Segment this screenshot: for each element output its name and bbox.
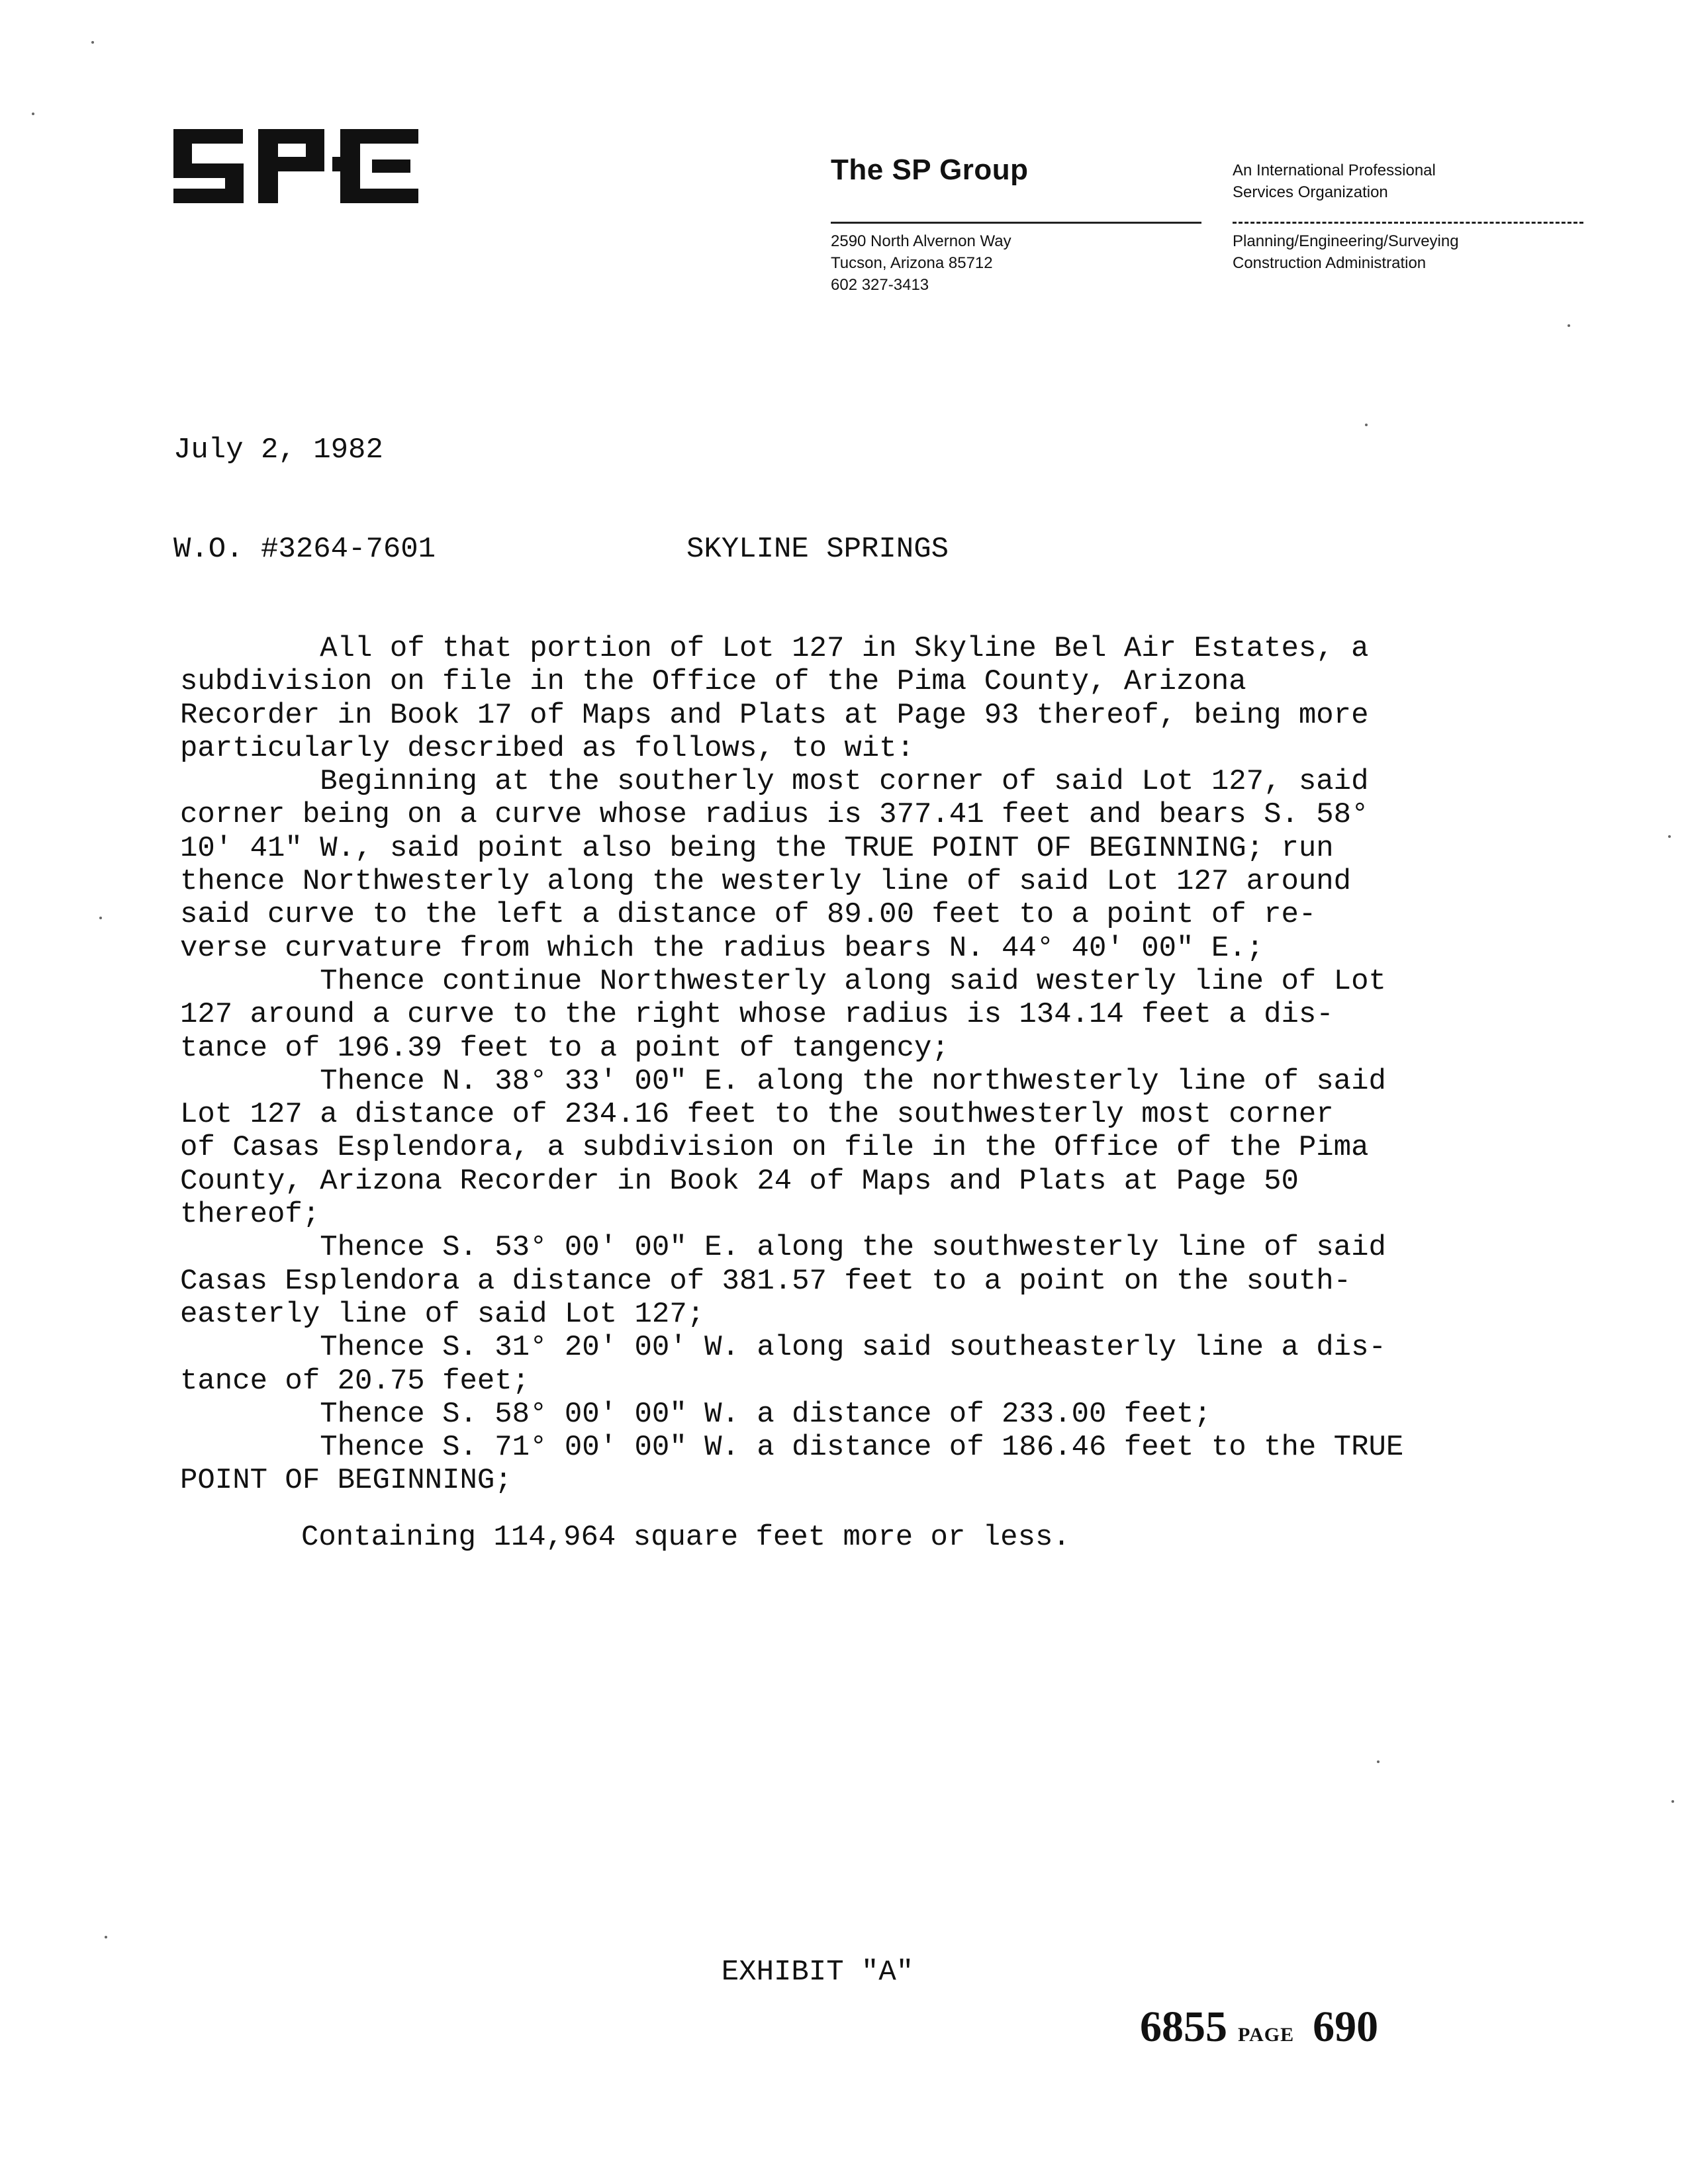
- recording-stamp: [1140, 2002, 1378, 2052]
- letterhead-rule-right: [1233, 222, 1583, 224]
- area-statement: Containing 114,964 square feet more or less.: [301, 1521, 1070, 1554]
- scan-speck: [1671, 1800, 1674, 1803]
- service-line: Construction Administration: [1233, 254, 1427, 272]
- body-line: County, Arizona Recorder in Book 24 of Maps and Plats at Page 50: [180, 1164, 1299, 1198]
- page-label: PAGE: [1238, 2024, 1295, 2046]
- body-line: tance of 196.39 feet to a point of tangency;: [180, 1031, 949, 1065]
- letter-date: July 2, 1982: [173, 433, 383, 467]
- address-phone: 602 327-3413: [831, 276, 929, 294]
- body-line: Lot 127 a distance of 234.16 feet to the southwesterly most corner: [180, 1098, 1334, 1132]
- scan-speck: [105, 1936, 107, 1938]
- company-name: The SP Group: [831, 154, 1029, 186]
- body-line: subdivision on file in the Office of the Pima County, Arizona: [180, 665, 1246, 699]
- body-line: 10' 41" W., said point also being the TRUE POINT OF BEGINNING; run: [180, 831, 1334, 865]
- document-title: SKYLINE SPRINGS: [686, 533, 949, 566]
- body-line: Beginning at the southerly most corner of said Lot 127, said: [180, 765, 1369, 799]
- body-line: said curve to the left a distance of 89.00 feet to a point of re-: [180, 898, 1317, 932]
- scan-speck: [32, 113, 34, 115]
- page-number: 690: [1313, 2003, 1379, 2051]
- body-line: tance of 20.75 feet;: [180, 1364, 530, 1398]
- body-line: Thence S. 58° 00' 00" W. a distance of 233.00 feet;: [180, 1397, 1211, 1431]
- body-line: Casas Esplendora a distance of 381.57 feet to a point on the south-: [180, 1264, 1352, 1298]
- body-line: thence Northwesterly along the westerly line of said Lot 127 around: [180, 865, 1352, 899]
- company-address: [831, 230, 1011, 296]
- body-line: Thence S. 31° 20' 00' W. along said southeasterly line a dis-: [180, 1331, 1386, 1365]
- spg-logo: [173, 122, 425, 215]
- body-line: Thence N. 38° 33' 00" E. along the northwesterly line of said: [180, 1064, 1386, 1098]
- body-line: 127 around a curve to the right whose radius is 134.14 feet a dis-: [180, 998, 1334, 1032]
- legal-description: [180, 632, 1403, 1498]
- body-line: Thence continue Northwesterly along said westerly line of Lot: [180, 964, 1386, 998]
- body-line: Thence S. 53° 00' 00" E. along the southwesterly line of said: [180, 1231, 1386, 1265]
- scan-speck: [99, 917, 102, 919]
- body-line: Thence S. 71° 00' 00" W. a distance of 186.46 feet to the TRUE: [180, 1431, 1404, 1465]
- service-line: Planning/Engineering/Surveying: [1233, 232, 1459, 250]
- body-line: easterly line of said Lot 127;: [180, 1297, 705, 1331]
- organization-description: [1233, 159, 1436, 203]
- body-line: Recorder in Book 17 of Maps and Plats at Page 93 thereof, being more: [180, 698, 1369, 732]
- scan-speck: [1365, 424, 1368, 426]
- body-line: corner being on a curve whose radius is 377.41 feet and bears S. 58°: [180, 798, 1369, 832]
- address-city: Tucson, Arizona 85712: [831, 254, 993, 272]
- body-line: POINT OF BEGINNING;: [180, 1464, 512, 1498]
- body-line: thereof;: [180, 1198, 320, 1232]
- exhibit-label: EXHIBIT "A": [721, 1956, 914, 1989]
- services-list: [1233, 230, 1459, 274]
- org-line: An International Professional: [1233, 161, 1436, 179]
- body-line: All of that portion of Lot 127 in Skyline Bel Air Estates, a: [180, 632, 1369, 665]
- org-line: Services Organization: [1233, 183, 1388, 201]
- letterhead-rule-left: [831, 222, 1201, 224]
- address-street: 2590 North Alvernon Way: [831, 232, 1011, 250]
- work-order-number: W.O. #3264-7601: [173, 533, 436, 566]
- scan-speck: [1568, 324, 1570, 327]
- body-line: verse curvature from which the radius bears N. 44° 40' 00" E.;: [180, 931, 1264, 965]
- scan-speck: [91, 41, 94, 44]
- book-number: 6855: [1140, 2003, 1227, 2051]
- body-line: particularly described as follows, to wit:: [180, 731, 914, 765]
- scan-speck: [1377, 1760, 1380, 1763]
- body-line: of Casas Esplendora, a subdivision on file in the Office of the Pima: [180, 1131, 1369, 1165]
- scan-speck: [1668, 835, 1671, 838]
